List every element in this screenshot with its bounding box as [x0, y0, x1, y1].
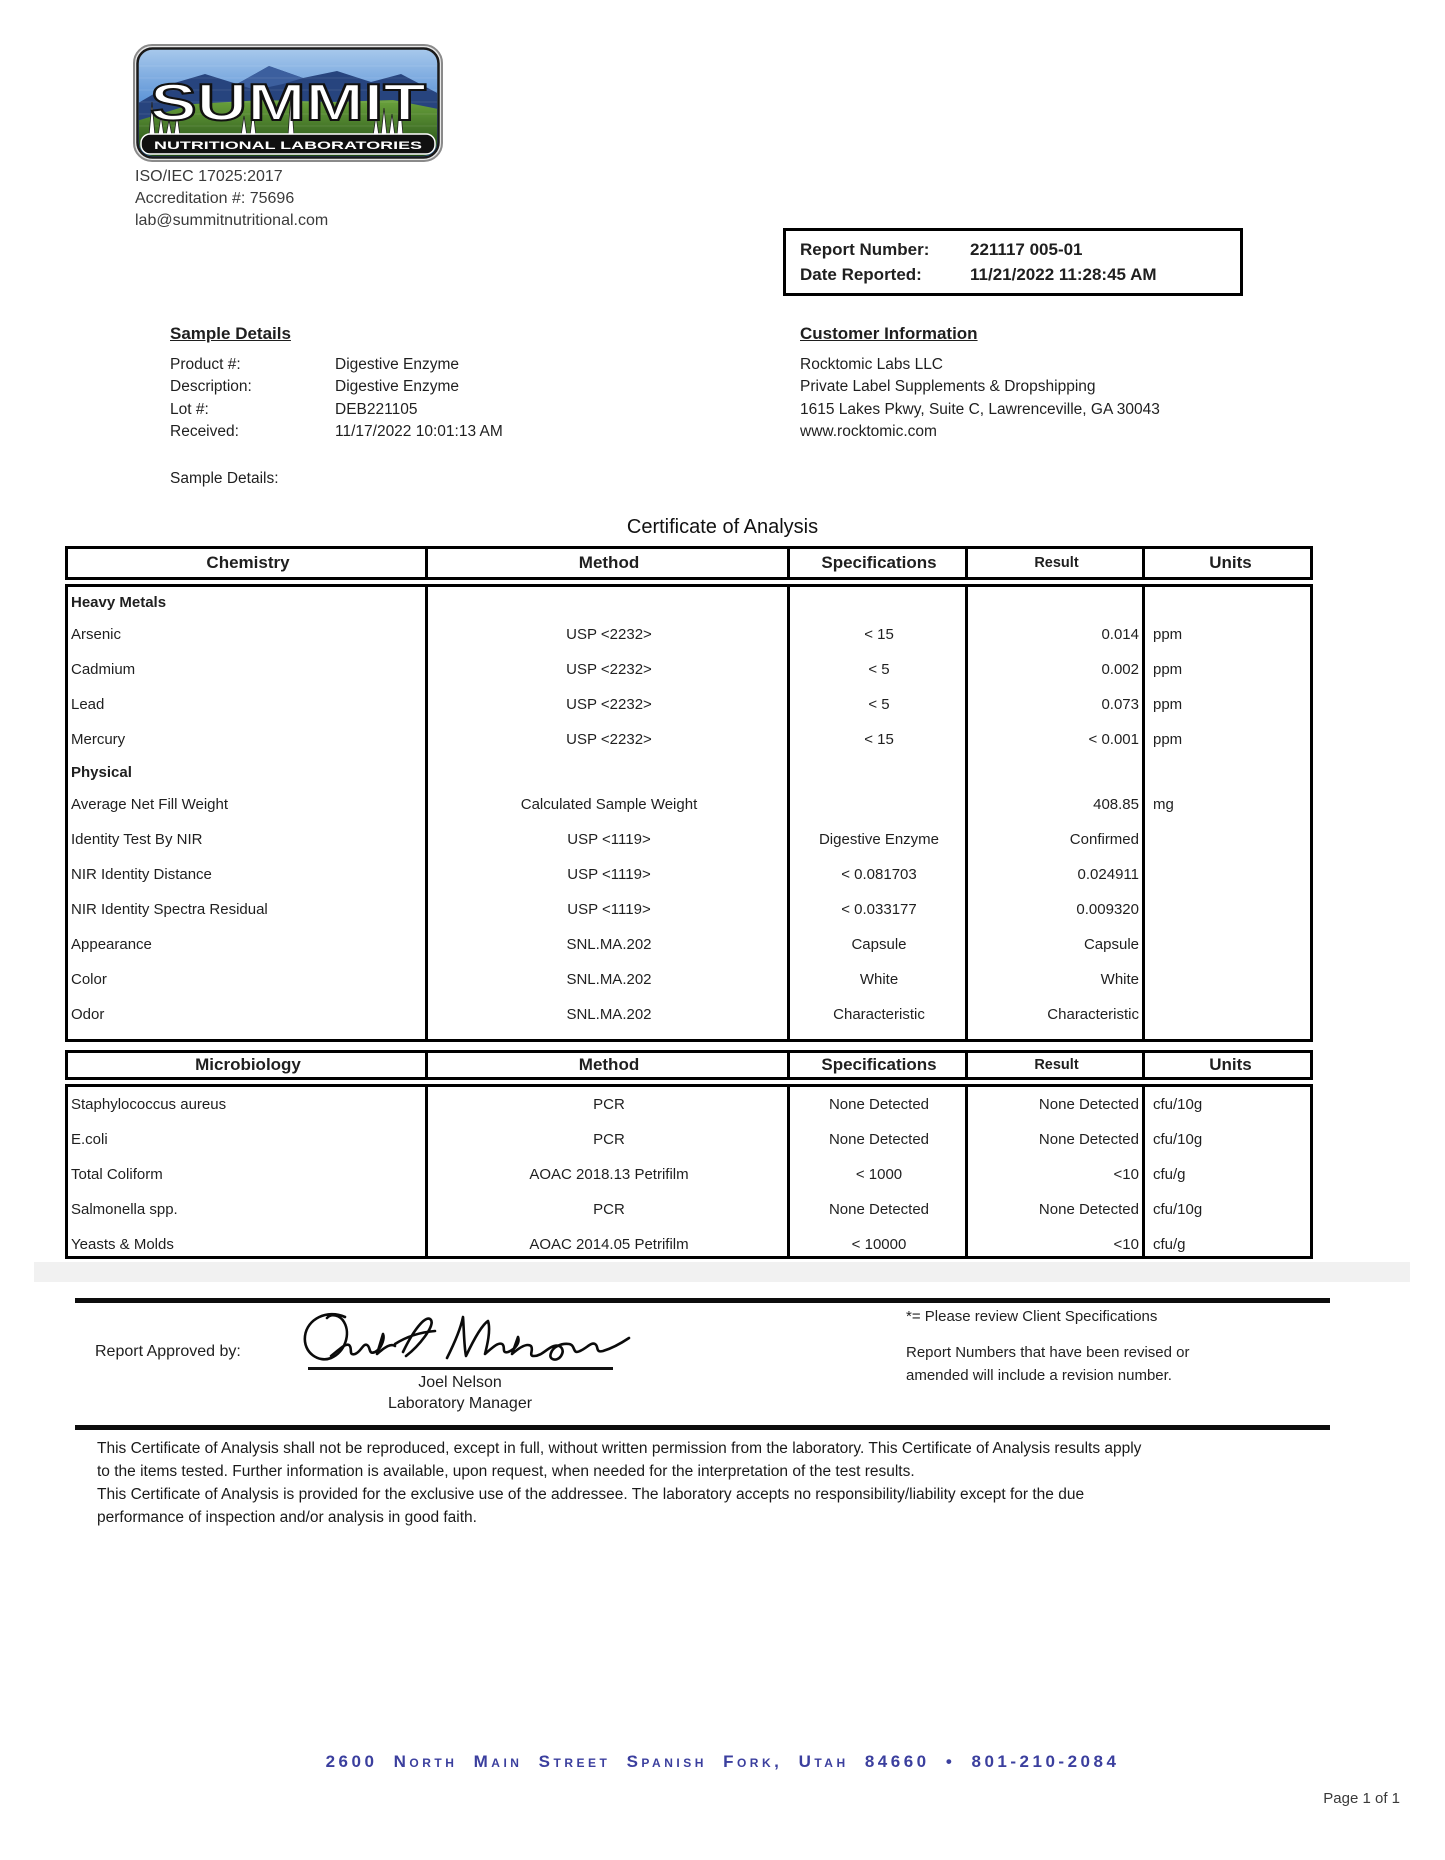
analyte-method: USP <1119> — [567, 901, 651, 918]
customer-information-lines — [800, 354, 1360, 444]
analyte-units: ppm — [1153, 696, 1183, 713]
customer-information-line: Rocktomic Labs LLC — [800, 355, 944, 373]
sample-detail-row: Description: Digestive Enzyme — [170, 378, 460, 395]
column-divider — [1142, 549, 1145, 577]
analyte-name: Identity Test By NIR — [71, 831, 203, 848]
summit-logo — [133, 44, 443, 167]
analyte-result: 0.024911 — [1077, 866, 1139, 883]
analyte-result: Characteristic — [1047, 1006, 1139, 1023]
analyte-method: SNL.MA.202 — [566, 1006, 652, 1023]
result-col-header: Result — [1034, 1057, 1079, 1073]
column-divider — [787, 1053, 790, 1077]
column-divider — [425, 1087, 428, 1256]
microbiology-table-row — [68, 1157, 1310, 1192]
chemistry-table-row — [68, 962, 1310, 997]
analyte-specification: < 5 — [868, 696, 890, 713]
microbiology-col-header: Microbiology — [195, 1055, 301, 1074]
analyte-name: Arsenic — [71, 626, 122, 643]
logo-tagline-text: NUTRITIONAL LABORATORIES — [154, 140, 422, 152]
analyte-method: USP <2232> — [566, 731, 652, 748]
organism-units: cfu/g — [1153, 1236, 1186, 1253]
chemistry-table-row — [68, 757, 1310, 787]
analyte-name: Heavy Metals — [71, 593, 167, 611]
date-reported-row — [800, 262, 1240, 287]
specifications-col-header: Specifications — [821, 1055, 937, 1074]
organism-name: Yeasts & Molds — [71, 1236, 174, 1253]
column-divider — [965, 1087, 968, 1256]
organism-name: Staphylococcus aureus — [71, 1096, 227, 1113]
analyte-method: Calculated Sample Weight — [520, 796, 698, 813]
organism-result: <10 — [1113, 1236, 1139, 1253]
chemistry-table-row — [68, 722, 1310, 757]
chemistry-table-row — [68, 687, 1310, 722]
customer-information-heading: Customer Information — [800, 324, 978, 343]
analyte-units: mg — [1153, 796, 1174, 813]
lab-email: lab@summitnutritional.com — [135, 212, 329, 229]
analyte-specification: < 15 — [864, 626, 894, 643]
approver-signature — [295, 1305, 635, 1376]
chemistry-table-row — [68, 652, 1310, 687]
organism-name: E.coli — [71, 1131, 108, 1148]
analyte-units: ppm — [1153, 661, 1183, 678]
analyte-method: USP <2232> — [566, 696, 652, 713]
column-divider — [425, 587, 428, 1039]
analyte-specification: Characteristic — [833, 1006, 925, 1023]
analyte-result: 0.073 — [1101, 696, 1139, 713]
column-divider — [965, 1053, 968, 1077]
analyte-specification: White — [859, 971, 899, 988]
column-divider — [425, 549, 428, 577]
microbiology-table-header — [65, 1050, 1313, 1080]
chemistry-table-header — [65, 546, 1313, 580]
approver-identity — [300, 1372, 620, 1414]
organism-specification: None Detected — [828, 1201, 930, 1218]
analyte-result: 408.85 — [1093, 796, 1139, 813]
microbiology-table-row — [68, 1227, 1310, 1262]
analyte-name: Color — [71, 971, 107, 988]
organism-specification: < 10000 — [851, 1236, 907, 1253]
column-divider — [787, 549, 790, 577]
chemistry-table-row — [68, 857, 1310, 892]
column-divider — [1142, 587, 1145, 1039]
divider-rule — [75, 1425, 1330, 1430]
analyte-result: Confirmed — [1069, 831, 1139, 848]
organism-method: AOAC 2014.05 Petrifilm — [529, 1236, 689, 1253]
date-reported-label: Date Reported: — [800, 265, 922, 284]
customer-information-line: www.rocktomic.com — [800, 423, 937, 440]
lab-address-footer: 2600 North Main Street Spanish Fork, Utah 84660 • 801-210-2084 — [325, 1752, 1120, 1771]
approver-title: Laboratory Manager — [387, 1395, 533, 1412]
analyte-name: Odor — [71, 1006, 105, 1023]
analyte-result: White — [1100, 971, 1139, 988]
microbiology-table-row — [68, 1192, 1310, 1227]
sample-details-heading: Sample Details — [170, 324, 291, 343]
result-col-header: Result — [1034, 555, 1079, 571]
disclaimer-line: This Certificate of Analysis shall not be reproduced, except in full, without written permission from the laboratory. This Certificate of Analysis results apply — [97, 1440, 1142, 1457]
report-approved-by-label: Report Approved by: — [95, 1343, 241, 1360]
organism-units: cfu/10g — [1153, 1201, 1203, 1218]
sample-details-extra-label: Sample Details: — [170, 469, 279, 487]
organism-method: PCR — [593, 1096, 625, 1113]
organism-result: <10 — [1113, 1166, 1139, 1183]
analyte-specification: < 15 — [864, 731, 894, 748]
method-col-header: Method — [578, 553, 640, 572]
divider-rule — [75, 1298, 1330, 1303]
organism-method: PCR — [593, 1201, 625, 1218]
lab-accreditation-block — [135, 166, 328, 232]
approver-name: Joel Nelson — [418, 1374, 502, 1391]
analyte-result: 0.009320 — [1076, 901, 1139, 918]
analyte-name: Average Net Fill Weight — [71, 796, 229, 813]
microbiology-table-row — [68, 1087, 1310, 1122]
analyte-units: ppm — [1153, 731, 1183, 748]
client-spec-note: *= Please review Client Specifications — [906, 1308, 1158, 1325]
units-col-header: Units — [1209, 553, 1252, 572]
chemistry-col-header: Chemistry — [206, 553, 290, 572]
organism-result: None Detected — [1038, 1096, 1139, 1113]
analyte-method: SNL.MA.202 — [566, 971, 652, 988]
chemistry-table-row — [68, 617, 1310, 652]
organism-method: AOAC 2018.13 Petrifilm — [529, 1166, 689, 1183]
analyte-method: SNL.MA.202 — [566, 936, 652, 953]
sample-detail-row: Received: 11/17/2022 10:01:13 AM — [170, 423, 503, 440]
chemistry-table-row — [68, 787, 1310, 822]
column-divider — [965, 549, 968, 577]
organism-name: Salmonella spp. — [71, 1201, 178, 1218]
analyte-name: Physical — [71, 763, 132, 781]
column-divider — [1142, 1087, 1145, 1256]
analyte-specification: Capsule — [851, 936, 907, 953]
revision-note: Report Numbers that have been revised or amended will include a revision number. — [906, 1344, 1190, 1384]
signature-line — [308, 1367, 613, 1370]
organism-name: Total Coliform — [71, 1166, 163, 1183]
review-notes — [906, 1308, 1216, 1387]
iso-standard: ISO/IEC 17025:2017 — [135, 168, 283, 185]
disclaimer-line: This Certificate of Analysis is provided for the exclusive use of the addressee. The laboratory accepts no responsibility/liability except for the due — [97, 1486, 1085, 1503]
customer-information-section — [800, 323, 1360, 444]
analyte-units: ppm — [1153, 626, 1183, 643]
chemistry-table-row — [68, 822, 1310, 857]
analyte-name: Mercury — [71, 731, 126, 748]
disclaimer-line: performance of inspection and/or analysis in good faith. — [97, 1509, 477, 1526]
summit-logo-graphic — [133, 44, 443, 162]
table-shadow-band — [34, 1262, 1410, 1282]
organism-units: cfu/10g — [1153, 1131, 1203, 1148]
organism-specification: None Detected — [828, 1131, 930, 1148]
analyte-specification: Digestive Enzyme — [818, 831, 940, 848]
disclaimer-line: to the items tested. Further information is available, upon request, when needed for the interpretation of the test results. — [97, 1463, 915, 1480]
accreditation-number: Accreditation #: 75696 — [135, 190, 295, 207]
report-number-value: 221117 005-01 — [970, 240, 1083, 259]
analyte-name: Lead — [71, 696, 105, 713]
logo-brand-text: SUMMIT — [150, 74, 427, 132]
customer-information-line: Private Label Supplements & Dropshipping — [800, 378, 1096, 395]
analyte-name: NIR Identity Spectra Residual — [71, 901, 268, 918]
sample-details-rows — [170, 354, 730, 444]
specifications-col-header: Specifications — [821, 553, 937, 572]
chemistry-table-row — [68, 997, 1310, 1032]
column-divider — [965, 587, 968, 1039]
column-divider — [787, 1087, 790, 1256]
analyte-result: 0.002 — [1101, 661, 1139, 678]
microbiology-table-row — [68, 1122, 1310, 1157]
analyte-specification: < 5 — [868, 661, 890, 678]
method-col-header: Method — [578, 1055, 640, 1074]
report-number-row — [800, 237, 1240, 262]
microbiology-table-body — [65, 1084, 1313, 1259]
analyte-specification: < 0.033177 — [841, 901, 917, 918]
organism-specification: < 1000 — [855, 1166, 903, 1183]
customer-information-line: 1615 Lakes Pkwy, Suite C, Lawrenceville, GA 30043 — [800, 400, 1160, 418]
sample-detail-row: Lot #: DEB221105 — [170, 400, 418, 418]
column-divider — [1142, 1053, 1145, 1077]
report-number-label: Report Number: — [800, 240, 930, 259]
column-divider — [425, 1053, 428, 1077]
organism-units: cfu/g — [1153, 1166, 1186, 1183]
sample-details-section — [170, 323, 730, 490]
chemistry-table-row — [68, 892, 1310, 927]
certificate-title: Certificate of Analysis — [626, 516, 819, 538]
analyte-result: 0.014 — [1101, 626, 1139, 643]
analyte-name: Cadmium — [71, 661, 136, 678]
chemistry-table-body — [65, 584, 1313, 1042]
column-divider — [787, 587, 790, 1039]
analyte-name: Appearance — [71, 936, 152, 953]
analyte-name: NIR Identity Distance — [71, 866, 212, 883]
analyte-result: < 0.001 — [1088, 731, 1139, 748]
chemistry-table-row — [68, 587, 1310, 617]
page-indicator: Page 1 of 1 — [1323, 1790, 1400, 1807]
organism-method: PCR — [593, 1131, 625, 1148]
analyte-specification: < 0.081703 — [841, 866, 917, 883]
sample-detail-row: Product #: Digestive Enzyme — [170, 355, 460, 373]
units-col-header: Units — [1209, 1055, 1252, 1074]
report-number-box — [783, 228, 1243, 296]
date-reported-value: 11/21/2022 11:28:45 AM — [970, 265, 1157, 284]
analyte-method: USP <2232> — [566, 626, 652, 643]
chemistry-table-row — [68, 927, 1310, 962]
analyte-method: USP <2232> — [566, 661, 652, 678]
analyte-method: USP <1119> — [567, 831, 651, 848]
analyte-method: USP <1119> — [567, 866, 651, 883]
organism-result: None Detected — [1038, 1201, 1139, 1218]
organism-result: None Detected — [1038, 1131, 1139, 1148]
analyte-result: Capsule — [1083, 936, 1139, 953]
organism-specification: None Detected — [828, 1096, 930, 1113]
organism-units: cfu/10g — [1153, 1096, 1203, 1113]
disclaimer-text — [97, 1437, 1297, 1529]
